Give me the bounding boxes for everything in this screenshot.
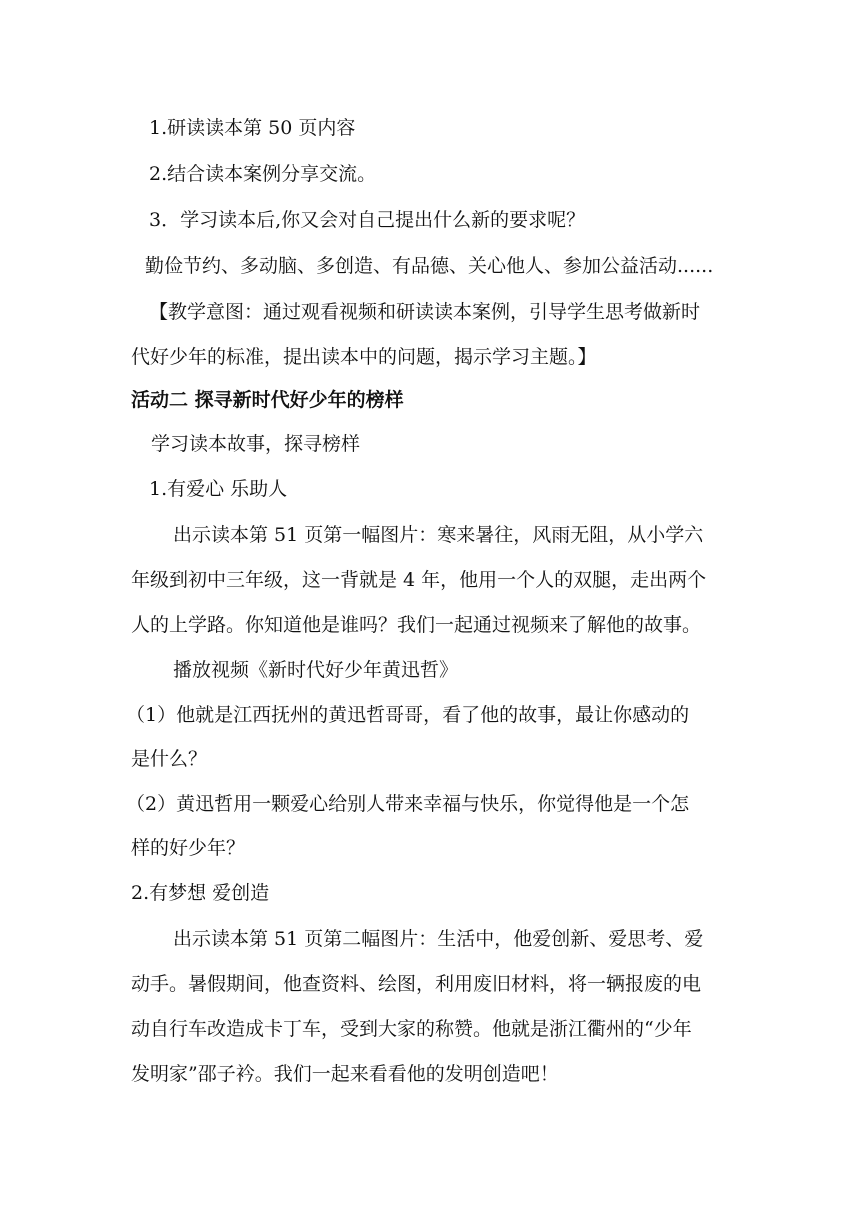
point-heading-2: 2.有梦想 爱创造 — [131, 882, 270, 904]
paragraph-2-line-2: 动手。暑假期间，他查资料、绘图，利用废旧材料，将一辆报废的电 — [131, 973, 702, 995]
step-line-3: 3．学习读本后,你又会对自己提出什么新的要求呢？ — [149, 209, 586, 231]
section-heading: 活动二 探寻新时代好少年的榜样 — [131, 389, 404, 411]
paragraph-1-line-1: 出示读本第 51 页第一幅图片：寒来暑往，风雨无阻，从小学六 — [173, 524, 704, 546]
paragraph-2-line-3: 动自行车改造成卡丁车，受到大家的称赞。他就是浙江衢州的“少年 — [131, 1018, 692, 1040]
question-2-line-1: （2）黄迅哲用一颗爱心给别人带来幸福与快乐，你觉得他是一个怎 — [126, 793, 690, 815]
answer-line: 勤俭节约、多动脑、多创造、有品德、关心他人、参加公益活动...... — [145, 255, 714, 277]
step-line-2: 2.结合读本案例分享交流。 — [149, 163, 377, 185]
question-2-line-2: 样的好少年？ — [131, 837, 246, 859]
paragraph-2-line-1: 出示读本第 51 页第二幅图片：生活中，他爱创新、爱思考、爱 — [173, 928, 704, 950]
paragraph-1-line-3: 人的上学路。你知道他是谁吗？我们一起通过视频来了解他的故事。 — [131, 614, 702, 636]
subheading-line: 学习读本故事，探寻榜样 — [151, 433, 361, 455]
intent-line-2: 代好少年的标准，提出读本中的问题，揭示学习主题。】 — [131, 346, 597, 368]
intent-line-1: 【教学意图：通过观看视频和研读读本案例，引导学生思考做新时 — [149, 301, 701, 323]
video-line: 播放视频《新时代好少年黄迅哲》 — [173, 659, 459, 681]
step-line-1: 1.研读读本第 50 页内容 — [149, 117, 356, 139]
point-heading-1: 1.有爱心 乐助人 — [149, 478, 288, 500]
question-1-line-1: （1）他就是江西抚州的黄迅哲哥哥，看了他的故事，最让你感动的 — [126, 704, 690, 726]
paragraph-2-line-4: 发明家”邵子衿。我们一起来看看他的发明创造吧！ — [131, 1063, 559, 1085]
paragraph-1-line-2: 年级到初中三年级，这一背就是 4 年，他用一个人的双腿，走出两个 — [131, 569, 707, 591]
question-1-line-2: 是什么？ — [131, 748, 208, 770]
